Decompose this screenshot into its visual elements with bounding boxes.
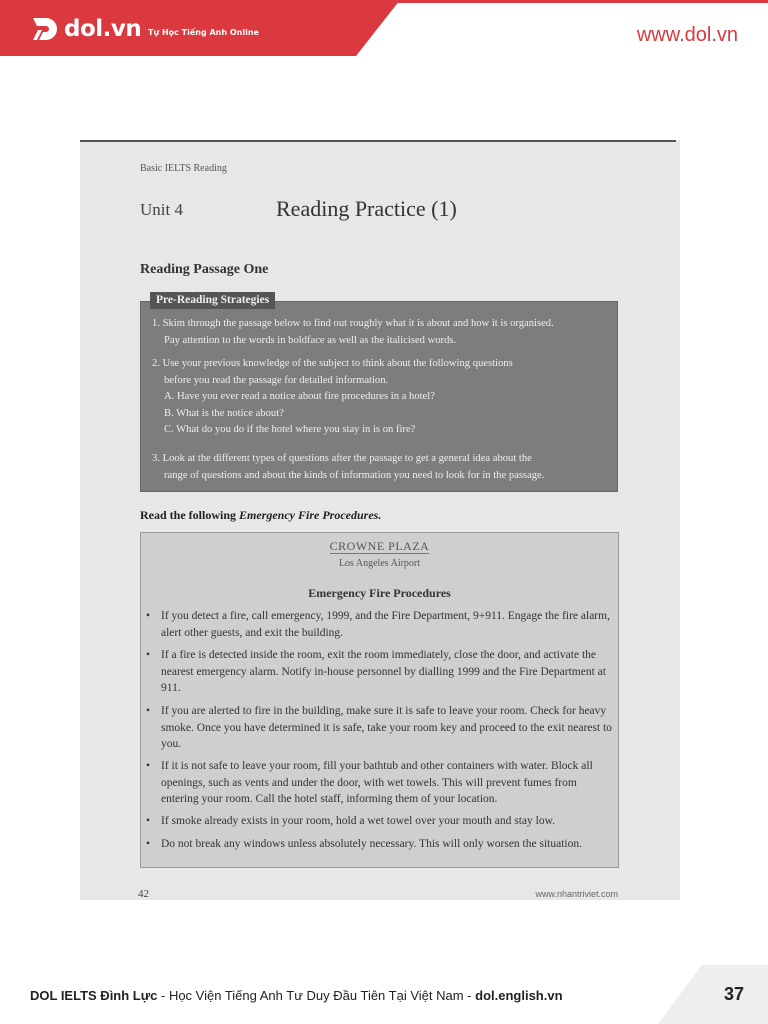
notice-bullet-text: If it is not safe to leave your room, fill your bathtub and other containers with water. Block all openings, such as vents and under the door, with wet towels. This will prevent fumes from entering your room. Call the hotel staff, informing them of your location. — [161, 760, 593, 805]
notice-bullet — [146, 608, 616, 641]
notice-bullet — [146, 647, 616, 697]
question-b: B. What is the notice about? — [164, 407, 284, 419]
dol-logo-icon — [30, 14, 60, 44]
footer-site-link[interactable]: dol.english.vn — [475, 988, 563, 1003]
footer-page-tab — [658, 965, 768, 1024]
strategy-item-3 — [152, 451, 544, 484]
reading-instruction — [140, 508, 381, 523]
strategy-tag: Pre-Reading Strategies — [150, 292, 275, 309]
logo-text[interactable]: dol.vn — [64, 16, 142, 42]
strategy-3-line2: range of questions and about the kinds of information you need to look for in the passage. — [164, 469, 545, 481]
notice-bullet — [146, 703, 616, 753]
passage-heading: Reading Passage One — [140, 262, 269, 277]
notice-bullet-text: If smoke already exists in your room, hold a wet towel over your mouth and stay low. — [161, 815, 556, 827]
instruction-emphasis: Emergency Fire Procedures. — [239, 508, 382, 522]
notice-heading: Emergency Fire Procedures — [308, 586, 451, 600]
notice-bullet-text: If a fire is detected inside the room, exit the room immediately, close the door, and activate the nearest emergency alarm. Notify in-house personnel by dialling 1999 and the Fire Department at 911. — [161, 649, 606, 694]
instruction-prefix: Read the following — [140, 508, 236, 522]
scan-source-url: www.nhantriviet.com — [535, 889, 618, 899]
question-a: A. Have you ever read a notice about fire procedures in a hotel? — [164, 391, 435, 402]
bullet-dot-icon: • — [146, 705, 151, 717]
bullet-dot-icon: • — [146, 838, 151, 850]
footer-description: - Học Viện Tiếng Anh Tư Duy Đầu Tiên Tại Việt Nam - — [157, 988, 476, 1003]
header-url-link[interactable]: www.dol.vn — [636, 24, 738, 46]
page-title: Reading Practice (1) — [276, 196, 457, 221]
strategy-2-line2: before you read the passage for detailed information. — [164, 374, 389, 386]
notice-brand-text: CROWNE PLAZA — [329, 539, 430, 553]
bullet-dot-icon: • — [146, 760, 151, 772]
strategy-1-line1: 1. Skim through the passage below to find out roughly what it is about and how it is organised. — [152, 318, 554, 329]
notice-bullet — [146, 813, 616, 830]
scan-edge-line — [80, 140, 676, 142]
bullet-dot-icon: • — [146, 649, 151, 661]
scan-page-number: 42 — [138, 888, 149, 900]
bullet-dot-icon: • — [146, 815, 151, 827]
notice-bullet — [146, 836, 616, 853]
notice-bullet-text: Do not break any windows unless absolutely necessary. This will only worsen the situation. — [161, 838, 582, 850]
logo-tagline: Tự Học Tiếng Anh Online — [148, 28, 259, 37]
footer-page-number: 37 — [723, 984, 744, 1004]
header-bar — [0, 0, 768, 56]
notice-brand — [140, 539, 619, 554]
strategy-1-line2: Pay attention to the words in boldface as well as the italicised words. — [164, 334, 457, 346]
notice-location: Los Angeles Airport — [338, 558, 421, 569]
notice-bullet-text: If you detect a fire, call emergency, 1999, and the Fire Department, 9+911. Engage the fire alarm, alert other guests, and exit the building. — [161, 610, 610, 639]
notice-bullet-text: If you are alerted to fire in the building, make sure it is safe to leave your room. Check for heavy smoke. Once you have determined it is safe, take your room key and proceed to the exit nearest to you. — [161, 705, 612, 750]
running-head: Basic IELTS Reading — [140, 163, 227, 174]
unit-label: Unit 4 — [140, 200, 183, 219]
strategy-2-line1: 2. Use your previous knowledge of the subject to think about the following questions — [152, 358, 513, 369]
strategy-item-1 — [152, 316, 554, 349]
footer-brand: DOL IELTS Đình Lực — [30, 988, 158, 1003]
strategy-item-2 — [152, 356, 513, 439]
strategy-3-line1: 3. Look at the different types of questions after the passage to get a general idea about the — [152, 453, 532, 464]
bullet-dot-icon: • — [146, 610, 151, 622]
footer-text — [30, 988, 563, 1003]
question-c: C. What do you do if the hotel where you stay in is on fire? — [164, 424, 416, 435]
notice-bullet — [146, 758, 616, 808]
